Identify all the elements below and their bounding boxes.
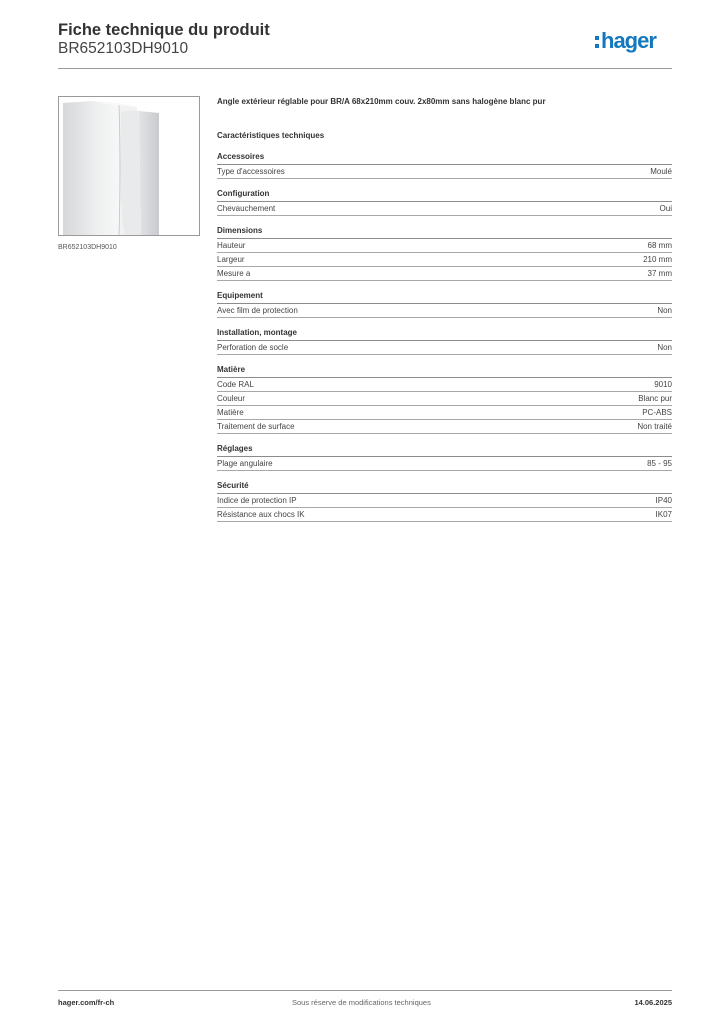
spec-row bbox=[217, 420, 672, 434]
spec-group bbox=[217, 290, 672, 318]
spec-group bbox=[217, 327, 672, 355]
spec-value: Non bbox=[657, 343, 672, 352]
spec-row bbox=[217, 267, 672, 281]
spec-label: Couleur bbox=[217, 394, 246, 403]
spec-group bbox=[217, 225, 672, 281]
spec-group-title: Equipement bbox=[217, 290, 672, 304]
spec-label: Largeur bbox=[217, 255, 245, 264]
spec-value: PC-ABS bbox=[642, 408, 672, 417]
spec-group bbox=[217, 188, 672, 216]
spec-value: IP40 bbox=[655, 496, 672, 505]
spec-label: Code RAL bbox=[217, 380, 254, 389]
product-title: Angle extérieur réglable pour BR/A 68x210mm couv. 2x80mm sans halogène blanc pur bbox=[217, 97, 546, 106]
specs-heading: Caractéristiques techniques bbox=[217, 131, 325, 140]
spec-row bbox=[217, 165, 672, 179]
spec-group bbox=[217, 480, 672, 522]
spec-label: Chevauchement bbox=[217, 204, 276, 213]
spec-value: IK07 bbox=[655, 510, 672, 519]
spec-row bbox=[217, 341, 672, 355]
spec-row bbox=[217, 304, 672, 318]
spec-row bbox=[217, 378, 672, 392]
header-title: Fiche technique du produit bbox=[58, 21, 270, 39]
spec-row bbox=[217, 202, 672, 216]
spec-label: Résistance aux chocs IK bbox=[217, 510, 305, 519]
spec-label: Matière bbox=[217, 408, 244, 417]
spec-group-title: Configuration bbox=[217, 188, 672, 202]
product-image bbox=[58, 96, 200, 236]
spec-group bbox=[217, 151, 672, 179]
spec-row bbox=[217, 239, 672, 253]
spec-value: 85 - 95 bbox=[647, 459, 672, 468]
spec-row bbox=[217, 457, 672, 471]
hager-logo bbox=[594, 26, 674, 58]
spec-group bbox=[217, 443, 672, 471]
spec-group-title: Sécurité bbox=[217, 480, 672, 494]
footer-website[interactable]: hager.com/fr-ch bbox=[58, 998, 115, 1007]
spec-value: Moulé bbox=[650, 167, 672, 176]
spec-value: 9010 bbox=[654, 380, 672, 389]
spec-value: 68 mm bbox=[647, 241, 672, 250]
image-caption: BR652103DH9010 bbox=[58, 244, 117, 251]
spec-label: Type d'accessoires bbox=[217, 167, 285, 176]
footer-divider bbox=[58, 990, 672, 991]
footer-disclaimer: Sous réserve de modifications techniques bbox=[292, 998, 431, 1007]
spec-value: 37 mm bbox=[647, 269, 672, 278]
spec-value: 210 mm bbox=[643, 255, 672, 264]
spec-group-title: Réglages bbox=[217, 443, 672, 457]
spec-group-title: Installation, montage bbox=[217, 327, 672, 341]
spec-row bbox=[217, 253, 672, 267]
spec-value: Oui bbox=[659, 204, 672, 213]
spec-row bbox=[217, 392, 672, 406]
spec-value: Blanc pur bbox=[638, 394, 672, 403]
footer-date: 14.06.2025 bbox=[634, 998, 672, 1007]
spec-label: Traitement de surface bbox=[217, 422, 295, 431]
header-divider bbox=[58, 68, 672, 69]
spec-value: Non traité bbox=[637, 422, 672, 431]
spec-label: Indice de protection IP bbox=[217, 496, 297, 505]
spec-label: Perforation de socle bbox=[217, 343, 289, 352]
spec-row bbox=[217, 494, 672, 508]
spec-label: Mesure a bbox=[217, 269, 251, 278]
product-reference: BR652103DH9010 bbox=[58, 40, 189, 57]
spec-group-title: Dimensions bbox=[217, 225, 672, 239]
spec-label: Avec film de protection bbox=[217, 306, 298, 315]
spec-row bbox=[217, 508, 672, 522]
spec-label: Plage angulaire bbox=[217, 459, 273, 468]
svg-text:hager: hager bbox=[601, 28, 656, 53]
spec-group bbox=[217, 364, 672, 434]
spec-value: Non bbox=[657, 306, 672, 315]
spec-label: Hauteur bbox=[217, 241, 246, 250]
spec-group-title: Matière bbox=[217, 364, 672, 378]
specs-table bbox=[217, 151, 672, 531]
spec-row bbox=[217, 406, 672, 420]
spec-group-title: Accessoires bbox=[217, 151, 672, 165]
